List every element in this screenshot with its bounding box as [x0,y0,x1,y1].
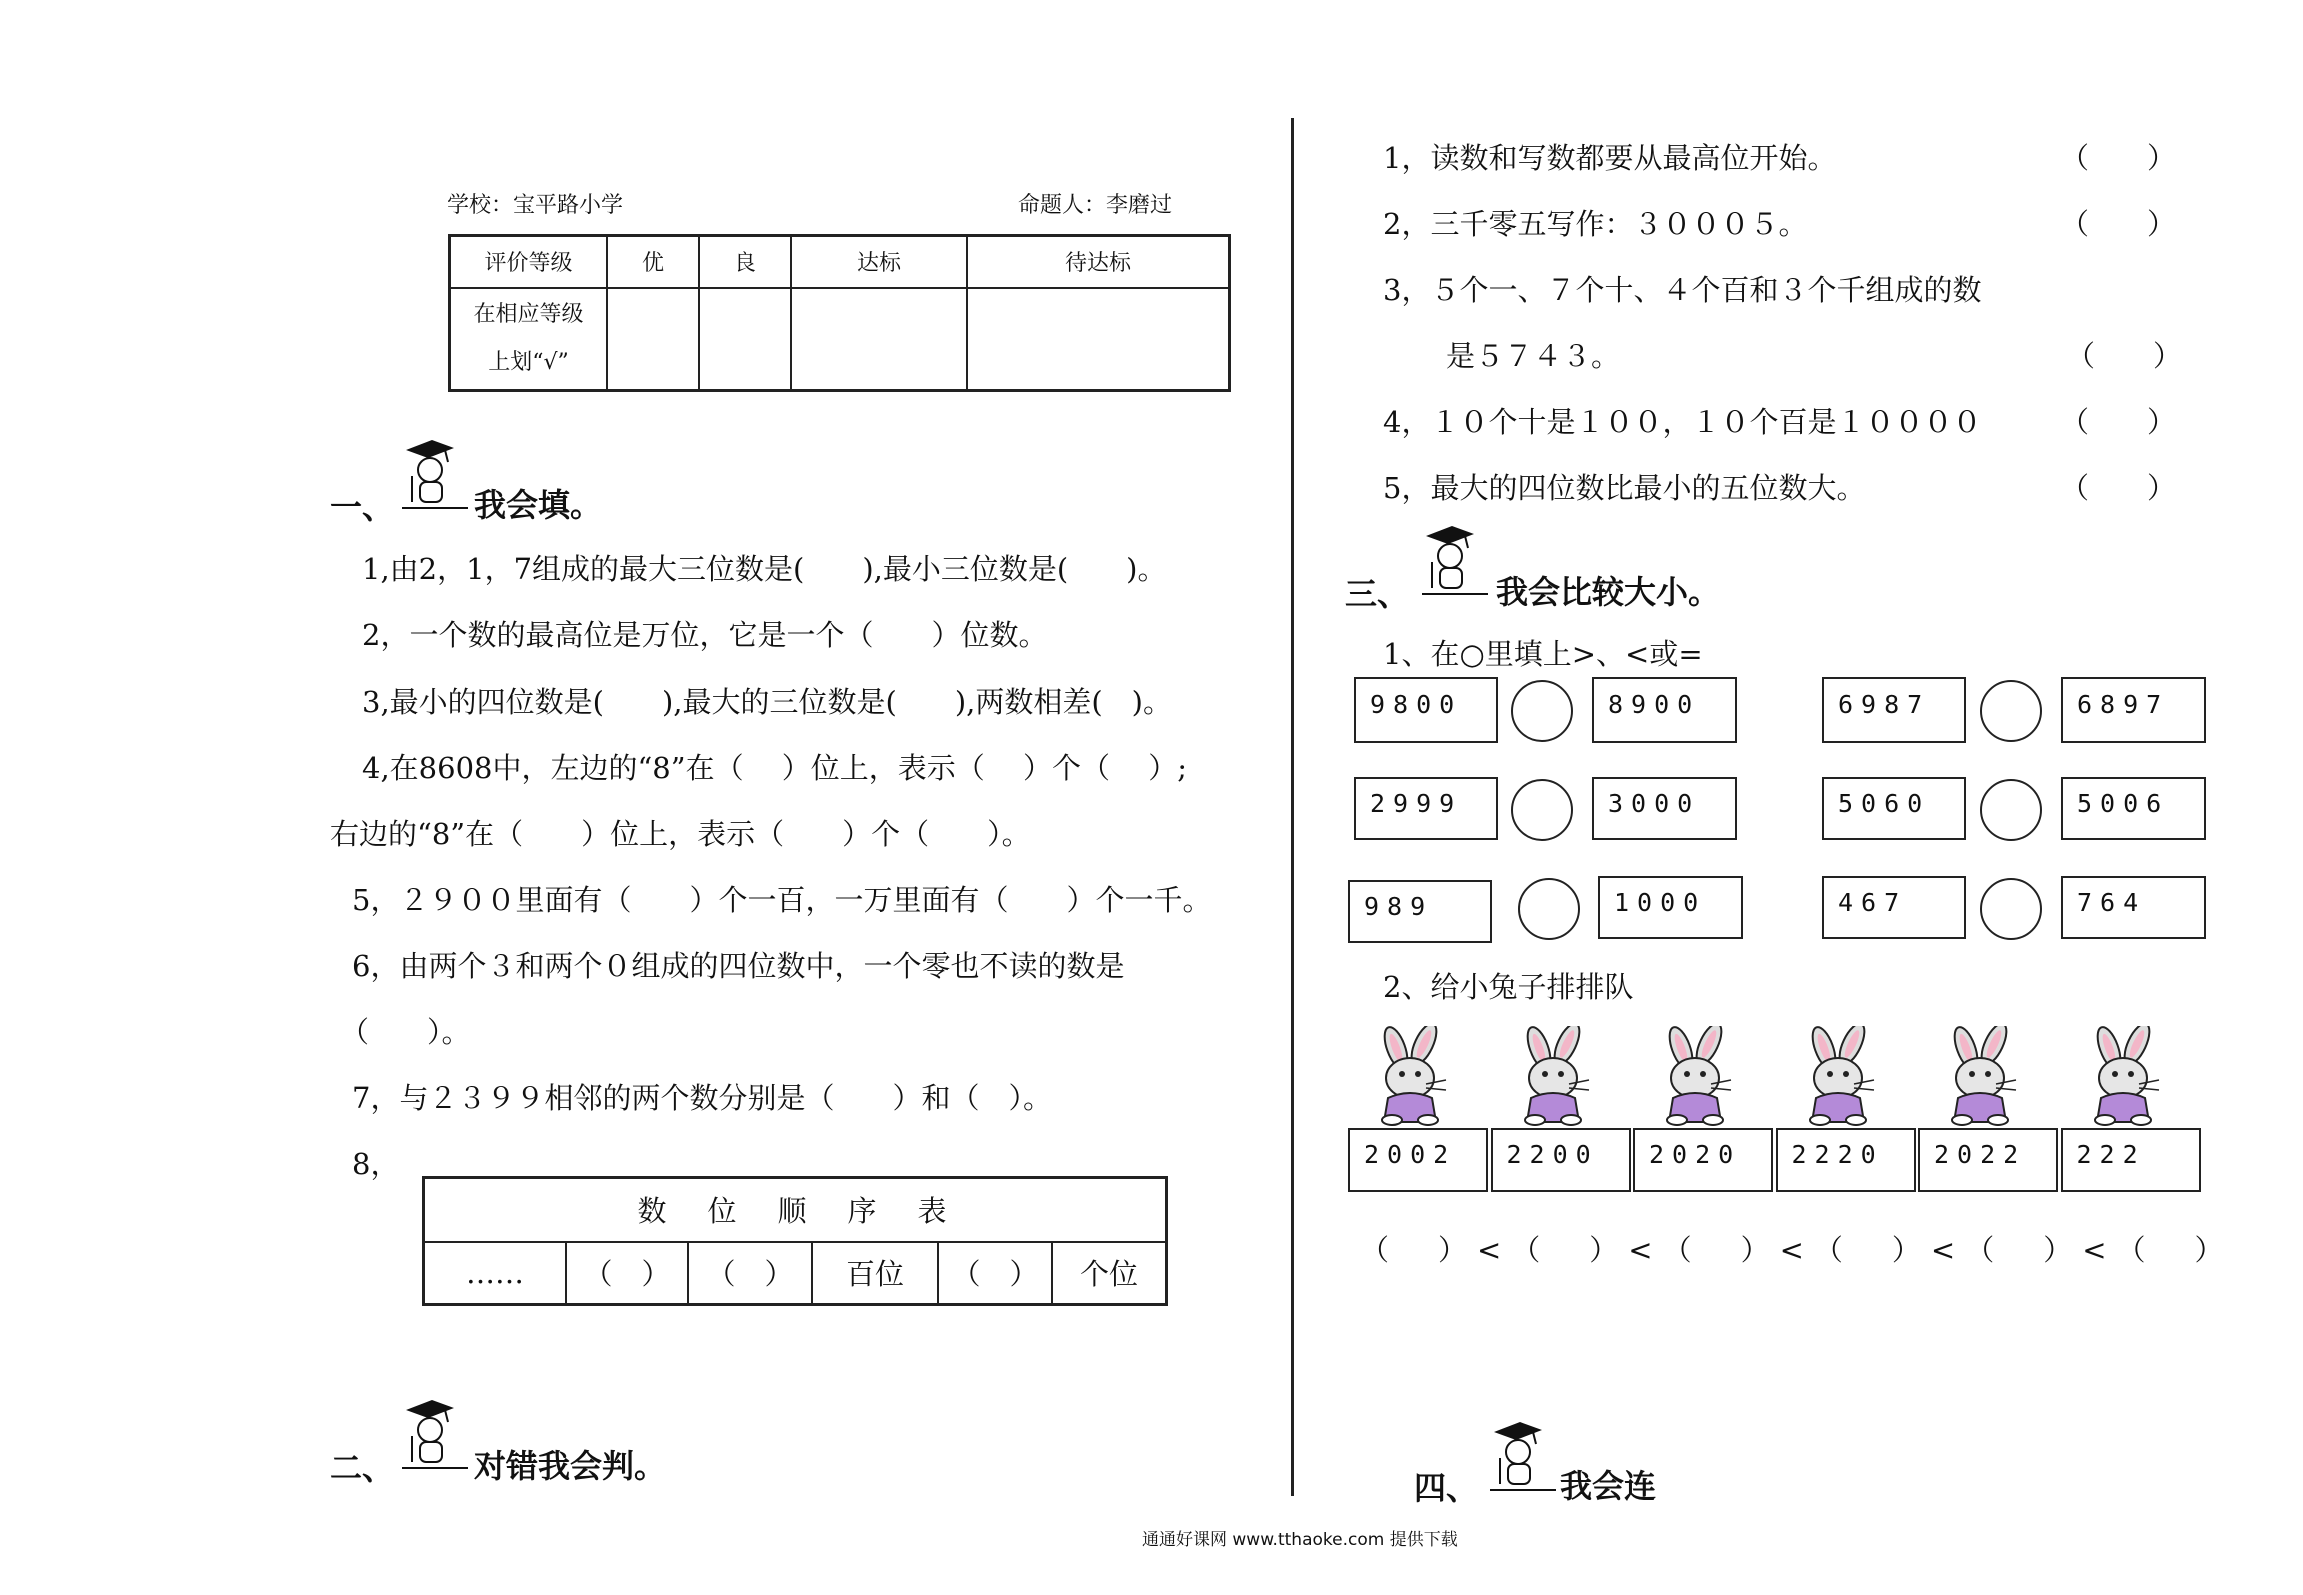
section2-number: 二、 [330,1449,395,1487]
place-cell[interactable]: （ ） [688,1242,812,1305]
judge-item-3: 3，５个一、７个十、４个百和３个千组成的数 [1383,273,1982,307]
rabbit-icon [1509,1026,1609,1126]
compare-circle[interactable] [1511,779,1573,841]
rating-row-label [450,288,608,391]
rating-level: 良 [699,236,791,288]
judge-blank-4[interactable]: （ ） [2060,405,2177,439]
question-3: 3,最小的四位数是( ),最大的三位数是( ),两数相差( )。 [362,685,1172,719]
rabbit-number-box: 2220 [1776,1128,1916,1192]
rabbit-icon [1794,1026,1894,1126]
judge-blank-5[interactable]: （ ） [2060,471,2177,505]
question-4b: 右边的“8”在（ ）位上，表示（ ）个（ ）。 [330,817,1031,851]
rabbit-number-box: 222 [2061,1128,2201,1192]
rating-level: 优 [607,236,699,288]
section1-number: 一、 [330,488,395,526]
author-label: 命题人：李磨过 [1018,193,1173,218]
judge-blank-2[interactable]: （ ） [2060,207,2177,241]
compare-right-number: 5006 [2061,777,2206,840]
judge-item-5: 5，最大的四位数比最小的五位数大。 [1383,471,1866,505]
section4-title: 我会连 [1560,1467,1657,1505]
compare-right-number: 3000 [1592,777,1737,840]
place-cell: 百位 [812,1242,938,1305]
compare-circle[interactable] [1980,878,2042,940]
compare-left-number: 2999 [1354,777,1498,840]
rating-table [448,234,1231,392]
question-4a: 4,在8608中，左边的“8”在（ ）位上，表示（ ）个（ ）; [362,751,1188,785]
compare-circle[interactable] [1511,680,1573,742]
rabbit-number-box: 2002 [1348,1128,1488,1192]
rating-row-label-line2: 上划“√” [488,349,569,375]
section3-number: 三、 [1345,575,1410,613]
section3-title: 我会比较大小。 [1496,573,1721,611]
rating-level: 待达标 [967,236,1229,288]
place-cell[interactable]: （ ） [566,1242,688,1305]
question-6b: （ ）。 [340,1015,471,1049]
rabbit-icon [2079,1026,2179,1126]
question-5: 5，２９００里面有（ ）个一百，一万里面有（ ）个一千。 [352,883,1212,917]
rating-cell[interactable] [607,288,699,391]
rabbit-icon [1936,1026,2036,1126]
order-line[interactable]: （ ）<（ ）<（ ）<（ ）<（ ）<（ ） [1360,1233,2234,1267]
place-cell: 个位 [1052,1242,1167,1305]
compare-right-number: 6897 [2061,677,2206,743]
judge-item-3b: 是５７４３。 [1446,339,1621,373]
rating-header: 评价等级 [450,236,608,288]
graduate-mascot-icon [398,436,474,514]
place-value-table [422,1176,1168,1306]
question-1: 1,由2，1，7组成的最大三位数是( ),最小三位数是( )。 [362,552,1167,586]
judge-blank-1[interactable]: （ ） [2060,141,2177,175]
school-label: 学校：宝平路小学 [447,193,624,218]
compare-left-number: 989 [1348,880,1492,943]
rabbit-number-box: 2200 [1491,1128,1631,1192]
compare-circle[interactable] [1518,878,1580,940]
question-7: 7，与２３９９相邻的两个数分别是（ ）和（ ）。 [352,1081,1052,1115]
place-cell[interactable]: （ ） [938,1242,1052,1305]
judge-item-1: 1，读数和写数都要从最高位开始。 [1383,141,1837,175]
compare-left-number: 467 [1822,876,1966,939]
rabbit-instruction: 2、给小兔子排排队 [1383,970,1634,1004]
rabbit-number-box: 2020 [1633,1128,1773,1192]
rabbit-icon [1366,1026,1466,1126]
compare-right-number: 764 [2061,876,2206,939]
graduate-mascot-icon [1418,522,1494,600]
judge-item-4: 4，１０个十是１００，１０个百是１００００ [1383,405,1982,439]
section4-number: 四、 [1414,1469,1479,1507]
column-divider [1291,118,1294,1496]
compare-left-number: 9800 [1354,677,1498,743]
question-6a: 6，由两个３和两个０组成的四位数中，一个零也不读的数是 [352,949,1125,983]
rating-cell[interactable] [967,288,1229,391]
compare-instruction: 1、在○里填上>、<或= [1383,637,1703,671]
question-8: 8， [352,1147,400,1181]
rating-cell[interactable] [699,288,791,391]
graduate-mascot-icon [398,1396,474,1474]
place-table-title: 数 位 顺 序 表 [424,1178,1167,1242]
compare-circle[interactable] [1980,779,2042,841]
place-cell: …… [424,1242,567,1305]
question-2: 2，一个数的最高位是万位，它是一个（ ）位数。 [362,618,1048,652]
graduate-mascot-icon [1486,1418,1562,1496]
compare-right-number: 1000 [1598,876,1743,939]
compare-circle[interactable] [1980,680,2042,742]
judge-item-2: 2，三千零五写作：３０００５。 [1383,207,1808,241]
rabbit-icon [1651,1026,1751,1126]
compare-left-number: 5060 [1822,777,1966,840]
rating-cell[interactable] [791,288,967,391]
compare-left-number: 6987 [1822,677,1966,743]
footer-credit: 通通好课网 www.tthaoke.com 提供下载 [1142,1530,1458,1550]
rabbit-number-box: 2022 [1918,1128,2058,1192]
section2-title: 对错我会判。 [474,1447,667,1485]
compare-right-number: 8900 [1592,677,1737,743]
section1-title: 我会填。 [474,486,603,524]
rating-level: 达标 [791,236,967,288]
rating-row-label-line1: 在相应等级 [473,301,584,327]
judge-blank-3[interactable]: （ ） [2066,339,2183,373]
